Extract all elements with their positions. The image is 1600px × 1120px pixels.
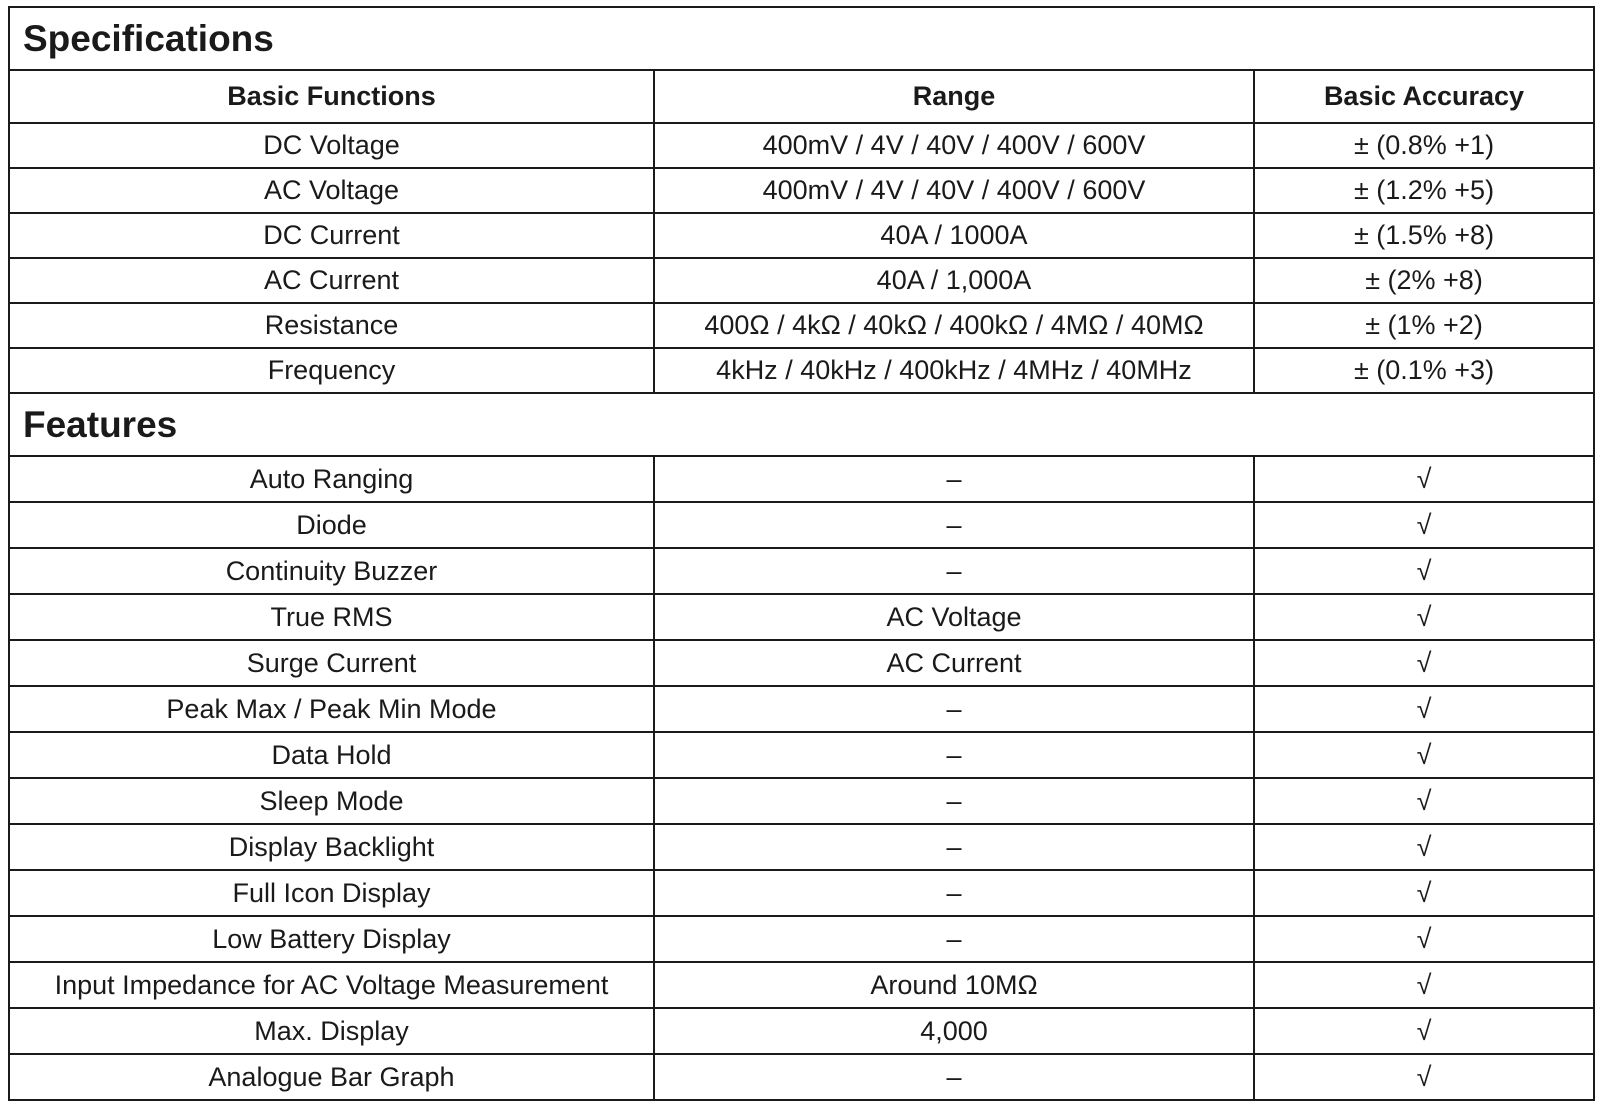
check-icon: √ <box>1254 824 1594 870</box>
feature-name: Low Battery Display <box>9 916 654 962</box>
feature-range: – <box>654 732 1254 778</box>
spec-function: Frequency <box>9 348 654 393</box>
check-icon: √ <box>1254 456 1594 502</box>
spec-range: 400Ω / 4kΩ / 40kΩ / 400kΩ / 4MΩ / 40MΩ <box>654 303 1254 348</box>
feature-range: – <box>654 1054 1254 1100</box>
spec-accuracy: ± (1.5% +8) <box>1254 213 1594 258</box>
feature-name: Continuity Buzzer <box>9 548 654 594</box>
feature-range: AC Current <box>654 640 1254 686</box>
feature-range: 4,000 <box>654 1008 1254 1054</box>
spec-accuracy: ± (1.2% +5) <box>1254 168 1594 213</box>
spec-accuracy: ± (2% +8) <box>1254 258 1594 303</box>
feature-name: True RMS <box>9 594 654 640</box>
feature-range: – <box>654 686 1254 732</box>
feature-row <box>9 916 1594 962</box>
feature-row <box>9 824 1594 870</box>
header-basic-accuracy: Basic Accuracy <box>1254 70 1594 123</box>
spec-function: AC Current <box>9 258 654 303</box>
spec-accuracy: ± (0.1% +3) <box>1254 348 1594 393</box>
check-icon: √ <box>1254 686 1594 732</box>
feature-row <box>9 1054 1594 1100</box>
spec-range: 4kHz / 40kHz / 400kHz / 4MHz / 40MHz <box>654 348 1254 393</box>
feature-row <box>9 962 1594 1008</box>
feature-row <box>9 778 1594 824</box>
feature-range: – <box>654 916 1254 962</box>
feature-range: Around 10MΩ <box>654 962 1254 1008</box>
feature-row <box>9 456 1594 502</box>
spec-range: 40A / 1000A <box>654 213 1254 258</box>
check-icon: √ <box>1254 732 1594 778</box>
feature-range: – <box>654 502 1254 548</box>
feature-range: – <box>654 456 1254 502</box>
features-title: Features <box>9 393 1594 456</box>
check-icon: √ <box>1254 1054 1594 1100</box>
spec-accuracy: ± (0.8% +1) <box>1254 123 1594 168</box>
feature-range: – <box>654 870 1254 916</box>
spec-range: 40A / 1,000A <box>654 258 1254 303</box>
check-icon: √ <box>1254 640 1594 686</box>
spec-range: 400mV / 4V / 40V / 400V / 600V <box>654 123 1254 168</box>
spec-row <box>9 258 1594 303</box>
check-icon: √ <box>1254 916 1594 962</box>
header-row <box>9 70 1594 123</box>
feature-name: Data Hold <box>9 732 654 778</box>
check-icon: √ <box>1254 1008 1594 1054</box>
spec-row <box>9 168 1594 213</box>
feature-range: – <box>654 548 1254 594</box>
feature-name: Display Backlight <box>9 824 654 870</box>
feature-name: Input Impedance for AC Voltage Measurement <box>9 962 654 1008</box>
spec-range: 400mV / 4V / 40V / 400V / 600V <box>654 168 1254 213</box>
feature-row <box>9 502 1594 548</box>
feature-row <box>9 640 1594 686</box>
feature-name: Surge Current <box>9 640 654 686</box>
feature-name: Full Icon Display <box>9 870 654 916</box>
specifications-title: Specifications <box>9 7 1594 70</box>
feature-name: Sleep Mode <box>9 778 654 824</box>
check-icon: √ <box>1254 870 1594 916</box>
feature-row <box>9 548 1594 594</box>
feature-range: – <box>654 824 1254 870</box>
spec-row <box>9 303 1594 348</box>
feature-name: Analogue Bar Graph <box>9 1054 654 1100</box>
feature-name: Peak Max / Peak Min Mode <box>9 686 654 732</box>
feature-row <box>9 870 1594 916</box>
feature-row <box>9 594 1594 640</box>
header-basic-functions: Basic Functions <box>9 70 654 123</box>
spec-function: Resistance <box>9 303 654 348</box>
feature-row <box>9 1008 1594 1054</box>
header-range: Range <box>654 70 1254 123</box>
check-icon: √ <box>1254 778 1594 824</box>
check-icon: √ <box>1254 594 1594 640</box>
check-icon: √ <box>1254 502 1594 548</box>
specifications-table <box>8 6 1595 1101</box>
feature-row <box>9 686 1594 732</box>
feature-row <box>9 732 1594 778</box>
spec-row <box>9 348 1594 393</box>
feature-name: Auto Ranging <box>9 456 654 502</box>
check-icon: √ <box>1254 548 1594 594</box>
spec-accuracy: ± (1% +2) <box>1254 303 1594 348</box>
spec-function: DC Current <box>9 213 654 258</box>
spec-function: DC Voltage <box>9 123 654 168</box>
spec-row <box>9 213 1594 258</box>
spec-function: AC Voltage <box>9 168 654 213</box>
feature-name: Max. Display <box>9 1008 654 1054</box>
check-icon: √ <box>1254 962 1594 1008</box>
spec-row <box>9 123 1594 168</box>
feature-range: AC Voltage <box>654 594 1254 640</box>
feature-name: Diode <box>9 502 654 548</box>
feature-range: – <box>654 778 1254 824</box>
